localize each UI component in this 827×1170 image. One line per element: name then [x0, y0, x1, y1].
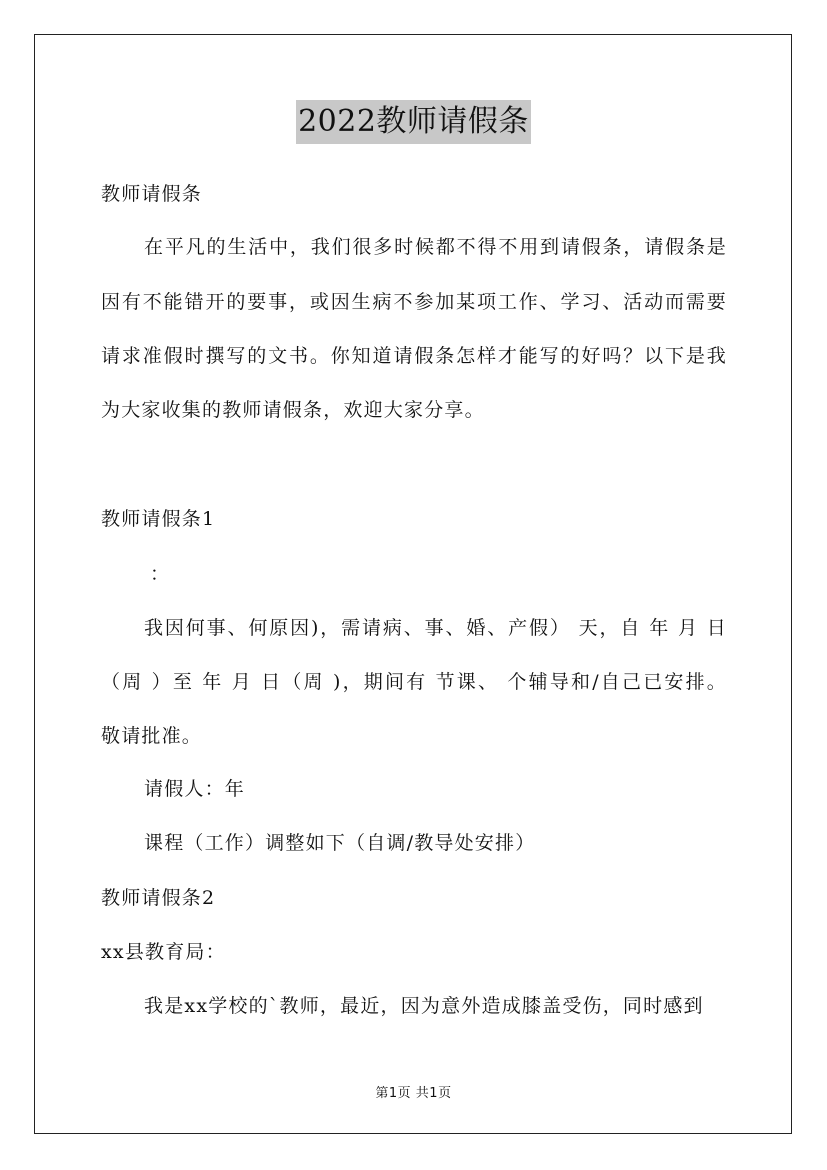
page-footer: 第1页 共1页 — [375, 1086, 452, 1101]
paragraph-line: 敬请批准。 — [101, 725, 203, 747]
salutation-colon: ： — [150, 563, 171, 585]
document-title: 2022教师请假条 — [296, 100, 531, 144]
title-wrap — [0, 100, 827, 144]
paragraph-line: 为大家收集的教师请假条，欢迎大家分享。 — [101, 399, 485, 421]
adjustment-line: 课程（工作）调整如下（自调/教导处安排） — [144, 832, 536, 854]
paragraph-line: 我是xx学校的`教师，最近，因为意外造成膝盖受伤，同时感到 — [144, 995, 704, 1017]
signature-line: 请假人：年 — [144, 778, 246, 800]
paragraph-line: （周 ）至 年 月 日（周 )，期间有 节课、 个辅导和/自己已安排。 — [101, 671, 727, 693]
intro-heading: 教师请假条 — [101, 183, 203, 205]
paragraph-line: 因有不能错开的要事，或因生病不参加某项工作、学习、活动而需要 — [101, 291, 727, 313]
section-heading-2: 教师请假条2 — [101, 887, 216, 909]
paragraph-line: 请求准假时撰写的文书。你知道请假条怎样才能写的好吗？以下是我 — [101, 345, 727, 367]
paragraph-line: 在平凡的生活中，我们很多时候都不得不用到请假条，请假条是 — [144, 236, 727, 258]
section-heading-1: 教师请假条1 — [101, 508, 216, 530]
paragraph-line: 我因何事、何原因)，需请病、事、婚、产假） 天，自 年 月 日 — [144, 617, 727, 639]
recipient-line: xx县教育局： — [101, 941, 226, 963]
